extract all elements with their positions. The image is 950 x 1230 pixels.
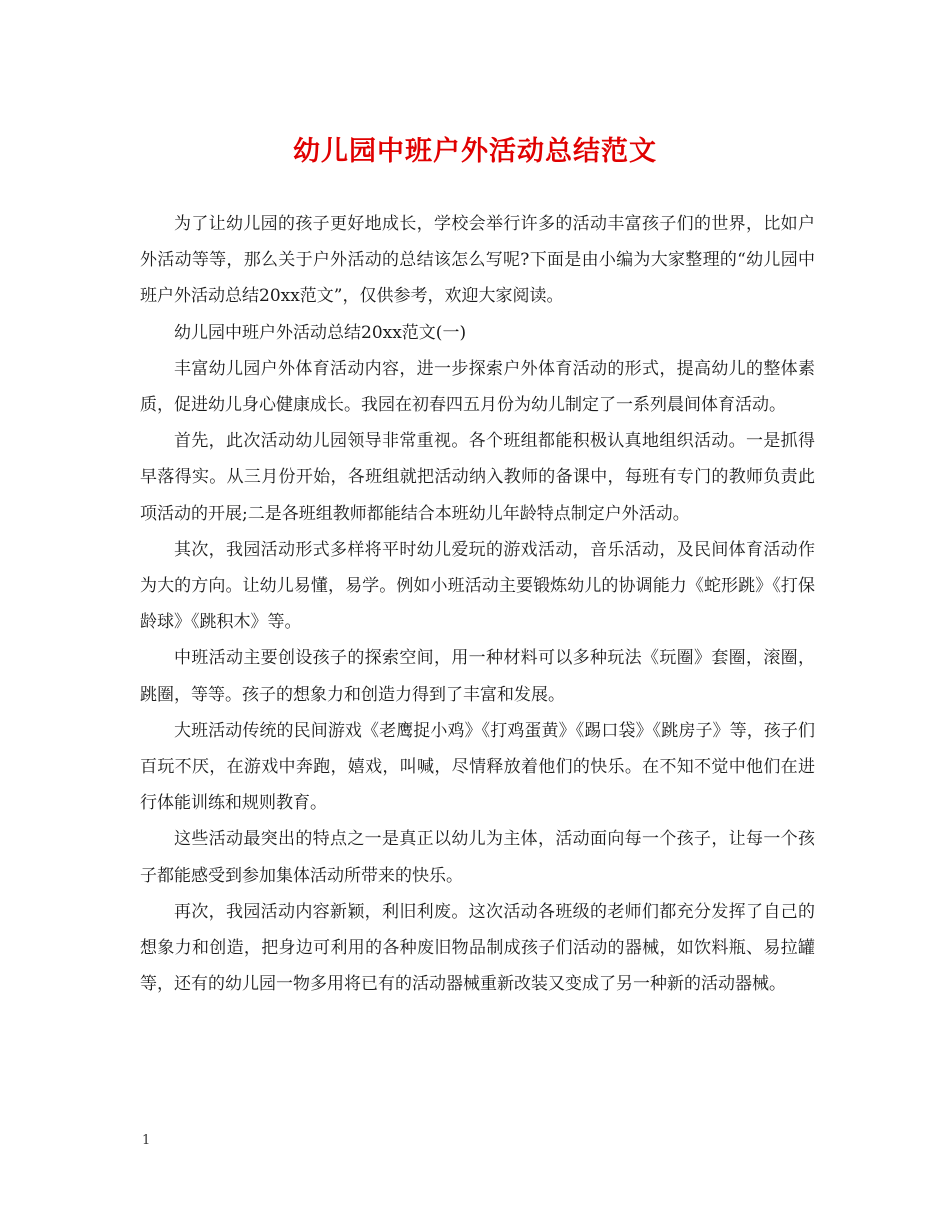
paragraph-4: 中班活动主要创设孩子的探索空间，用一种材料可以多种玩法《玩圈》套圈，滚圈，跳圈，等等。孩子的想象力和创造力得到了丰富和发展。 [140,648,815,705]
document-title: 幼儿园中班户外活动总结范文 [293,136,657,167]
paragraph-3: 其次，我园活动形式多样将平时幼儿爱玩的游戏活动，音乐活动，及民间体育活动作为大的方向。让幼儿易懂，易学。例如小班活动主要锻炼幼儿的协调能力《蛇形跳》《打保龄球》《跳积木》等。 [140,539,815,633]
paragraph-intro: 为了让幼儿园的孩子更好地成长，学校会举行许多的活动丰富孩子们的世界，比如户外活动等等，那么关于户外活动的总结该怎么写呢?下面是由小编为大家整理的“幼儿园中班户外活动总结20xx范文”，仅供参考，欢迎大家阅读。 [140,214,815,307]
paragraph-5: 大班活动传统的民间游戏《老鹰捉小鸡》《打鸡蛋黄》《踢口袋》《跳房子》等，孩子们百玩不厌，在游戏中奔跑，嬉戏，叫喊，尽情释放着他们的快乐。在不知不觉中他们在进行体能训练和规则教育。 [140,720,815,814]
document-body [140,206,815,1002]
paragraph-6: 这些活动最突出的特点之一是真正以幼儿为主体，活动面向每一个孩子，让每一个孩子都能感受到参加集体活动所带来的快乐。 [140,829,815,886]
paragraph-subheading: 幼儿园中班户外活动总结20xx范文(一) [174,322,467,343]
paragraph-7: 再次，我园活动内容新颖，利旧利废。这次活动各班级的老师们都充分发挥了自己的想象力和创造，把身边可利用的各种废旧物品制成孩子们活动的器械，如饮料瓶、易拉罐等，还有的幼儿园一物多用将已有的活动器械重新改装又变成了另一种新的活动器械。 [140,901,815,995]
paragraph-2: 首先，此次活动幼儿园领导非常重视。各个班组都能积极认真地组织活动。一是抓得早落得实。从三月份开始，各班组就把活动纳入教师的备课中，每班有专门的教师负责此项活动的开展;二是各班组教师都能结合本班幼儿年龄特点制定户外活动。 [140,431,815,524]
paragraph-1: 丰富幼儿园户外体育活动内容，进一步探索户外体育活动的形式，提高幼儿的整体素质，促进幼儿身心健康成长。我园在初春四五月份为幼儿制定了一系列晨间体育活动。 [140,358,815,416]
page-number: 1 [142,1133,151,1148]
